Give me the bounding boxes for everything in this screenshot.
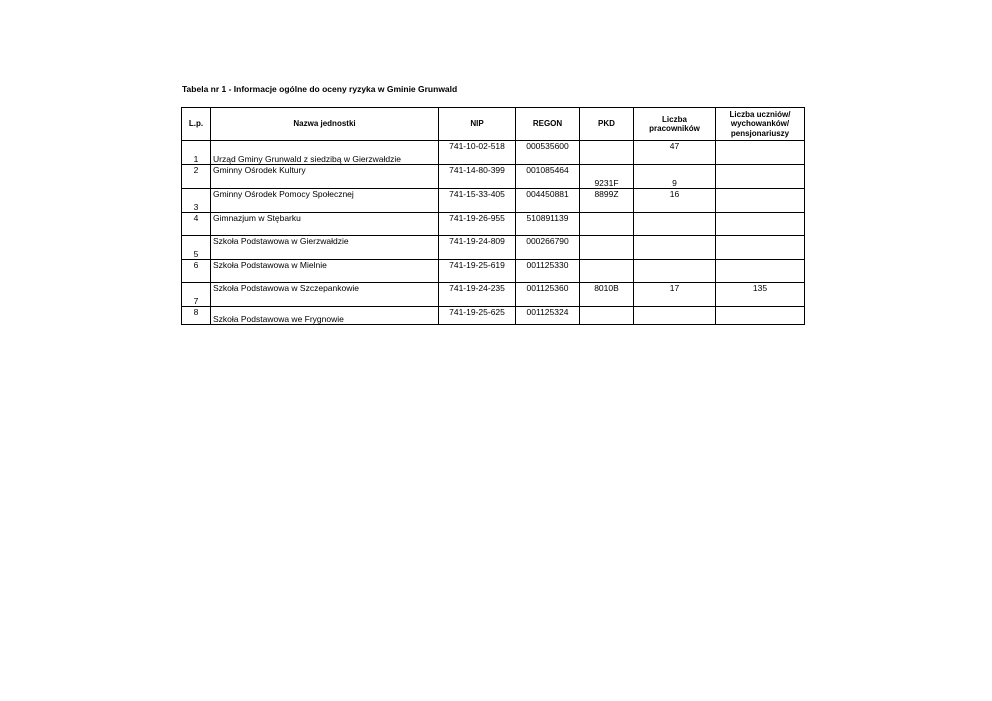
cell-regon: 001085464 (516, 165, 580, 189)
cell-nazwa: Urząd Gminy Grunwald z siedzibą w Gierzwałdzie (211, 141, 439, 165)
table-row (182, 260, 805, 283)
cell-pkd: 8010B (580, 283, 634, 307)
cell-nip: 741-19-24-809 (439, 236, 516, 260)
cell-regon: 001125324 (516, 307, 580, 325)
cell-nazwa: Gminny Ośrodek Pomocy Społecznej (211, 189, 439, 213)
cell-uczniowie (716, 165, 805, 189)
table-row (182, 189, 805, 213)
cell-uczniowie (716, 213, 805, 236)
cell-lp: 4 (182, 213, 211, 236)
cell-uczniowie (716, 141, 805, 165)
cell-lp: 7 (182, 283, 211, 307)
cell-pkd (580, 141, 634, 165)
cell-lp: 6 (182, 260, 211, 283)
cell-regon: 001125360 (516, 283, 580, 307)
cell-lp: 3 (182, 189, 211, 213)
header-pkd: PKD (580, 108, 634, 141)
cell-pkd (580, 260, 634, 283)
table-row (182, 213, 805, 236)
cell-nip: 741-10-02-518 (439, 141, 516, 165)
cell-regon: 510891139 (516, 213, 580, 236)
cell-regon: 001125330 (516, 260, 580, 283)
cell-pkd (580, 236, 634, 260)
cell-pracownicy (634, 260, 716, 283)
cell-regon: 000266790 (516, 236, 580, 260)
cell-pkd: 9231F (580, 165, 634, 189)
cell-regon: 004450881 (516, 189, 580, 213)
header-lp: L.p. (182, 108, 211, 141)
cell-lp: 8 (182, 307, 211, 325)
cell-nazwa: Szkoła Podstawowa w Gierzwałdzie (211, 236, 439, 260)
cell-nip: 741-19-24-235 (439, 283, 516, 307)
cell-pracownicy (634, 307, 716, 325)
table-row (182, 283, 805, 307)
cell-pracownicy: 16 (634, 189, 716, 213)
cell-uczniowie: 135 (716, 283, 805, 307)
risk-info-table (181, 107, 805, 325)
table-row (182, 236, 805, 260)
cell-pracownicy (634, 213, 716, 236)
cell-pracownicy: 47 (634, 141, 716, 165)
header-row (182, 108, 805, 141)
cell-regon: 000535600 (516, 141, 580, 165)
cell-pkd: 8899Z (580, 189, 634, 213)
cell-nip: 741-19-25-619 (439, 260, 516, 283)
cell-pracownicy (634, 236, 716, 260)
page-title: Tabela nr 1 - Informacje ogólne do oceny ryzyka w Gminie Grunwald (182, 84, 458, 94)
table-row (182, 165, 805, 189)
cell-nazwa: Szkoła Podstawowa w Szczepankowie (211, 283, 439, 307)
header-pracownicy: Liczba pracowników (634, 108, 716, 141)
cell-pracownicy: 17 (634, 283, 716, 307)
table-row (182, 307, 805, 325)
cell-nazwa: Gimnazjum w Stębarku (211, 213, 439, 236)
cell-nazwa: Szkoła Podstawowa w Mielnie (211, 260, 439, 283)
cell-nazwa: Szkoła Podstawowa we Frygnowie (211, 307, 439, 325)
cell-pracownicy: 9 (634, 165, 716, 189)
header-nip: NIP (439, 108, 516, 141)
cell-uczniowie (716, 236, 805, 260)
cell-pkd (580, 213, 634, 236)
cell-lp: 5 (182, 236, 211, 260)
cell-nip: 741-19-25-625 (439, 307, 516, 325)
cell-lp: 2 (182, 165, 211, 189)
cell-pkd (580, 307, 634, 325)
header-regon: REGON (516, 108, 580, 141)
cell-lp: 1 (182, 141, 211, 165)
cell-nip: 741-15-33-405 (439, 189, 516, 213)
cell-uczniowie (716, 189, 805, 213)
cell-uczniowie (716, 260, 805, 283)
cell-nip: 741-14-80-399 (439, 165, 516, 189)
cell-uczniowie (716, 307, 805, 325)
cell-nazwa: Gminny Ośrodek Kultury (211, 165, 439, 189)
header-uczniowie: Liczba uczniów/ wychowanków/ pensjonariuszy (716, 108, 805, 141)
header-nazwa: Nazwa jednostki (211, 108, 439, 141)
cell-nip: 741-19-26-955 (439, 213, 516, 236)
table-row (182, 141, 805, 165)
